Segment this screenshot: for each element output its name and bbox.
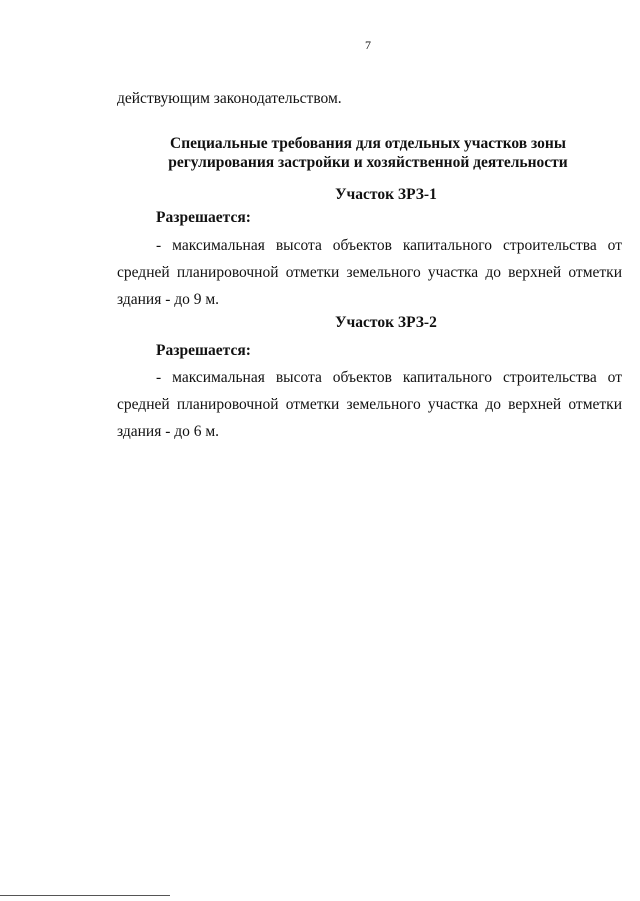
zone-1-requirement-line-2: средней планировочной отметки земельного участка до верхней отметки [117, 264, 622, 281]
zone-2-allowed-label: Разрешается: [156, 342, 251, 359]
section-title-line-2: регулирования застройки и хозяйственной деятельности [168, 154, 568, 171]
zone-2-requirement-line-3: здания - до 6 м. [117, 423, 220, 440]
continuation-text: действующим законодательством. [117, 90, 342, 107]
zone-1-requirement-line-1: - максимальная высота объектов капитального строительства от [156, 237, 622, 254]
bottom-rule [0, 895, 170, 896]
zone-1-allowed-label: Разрешается: [156, 209, 251, 226]
zone-1-title: Участок ЗРЗ-1 [335, 186, 437, 203]
zone-2-requirement-line-1: - максимальная высота объектов капитального строительства от [156, 369, 622, 386]
section-title-line-1: Специальные требования для отдельных участков зоны [170, 135, 566, 152]
zone-2-title: Участок ЗРЗ-2 [335, 314, 437, 331]
zone-2-requirement-line-2: средней планировочной отметки земельного участка до верхней отметки [117, 396, 622, 413]
zone-1-requirement-line-3: здания - до 9 м. [117, 291, 220, 308]
page-number: 7 [365, 38, 371, 52]
